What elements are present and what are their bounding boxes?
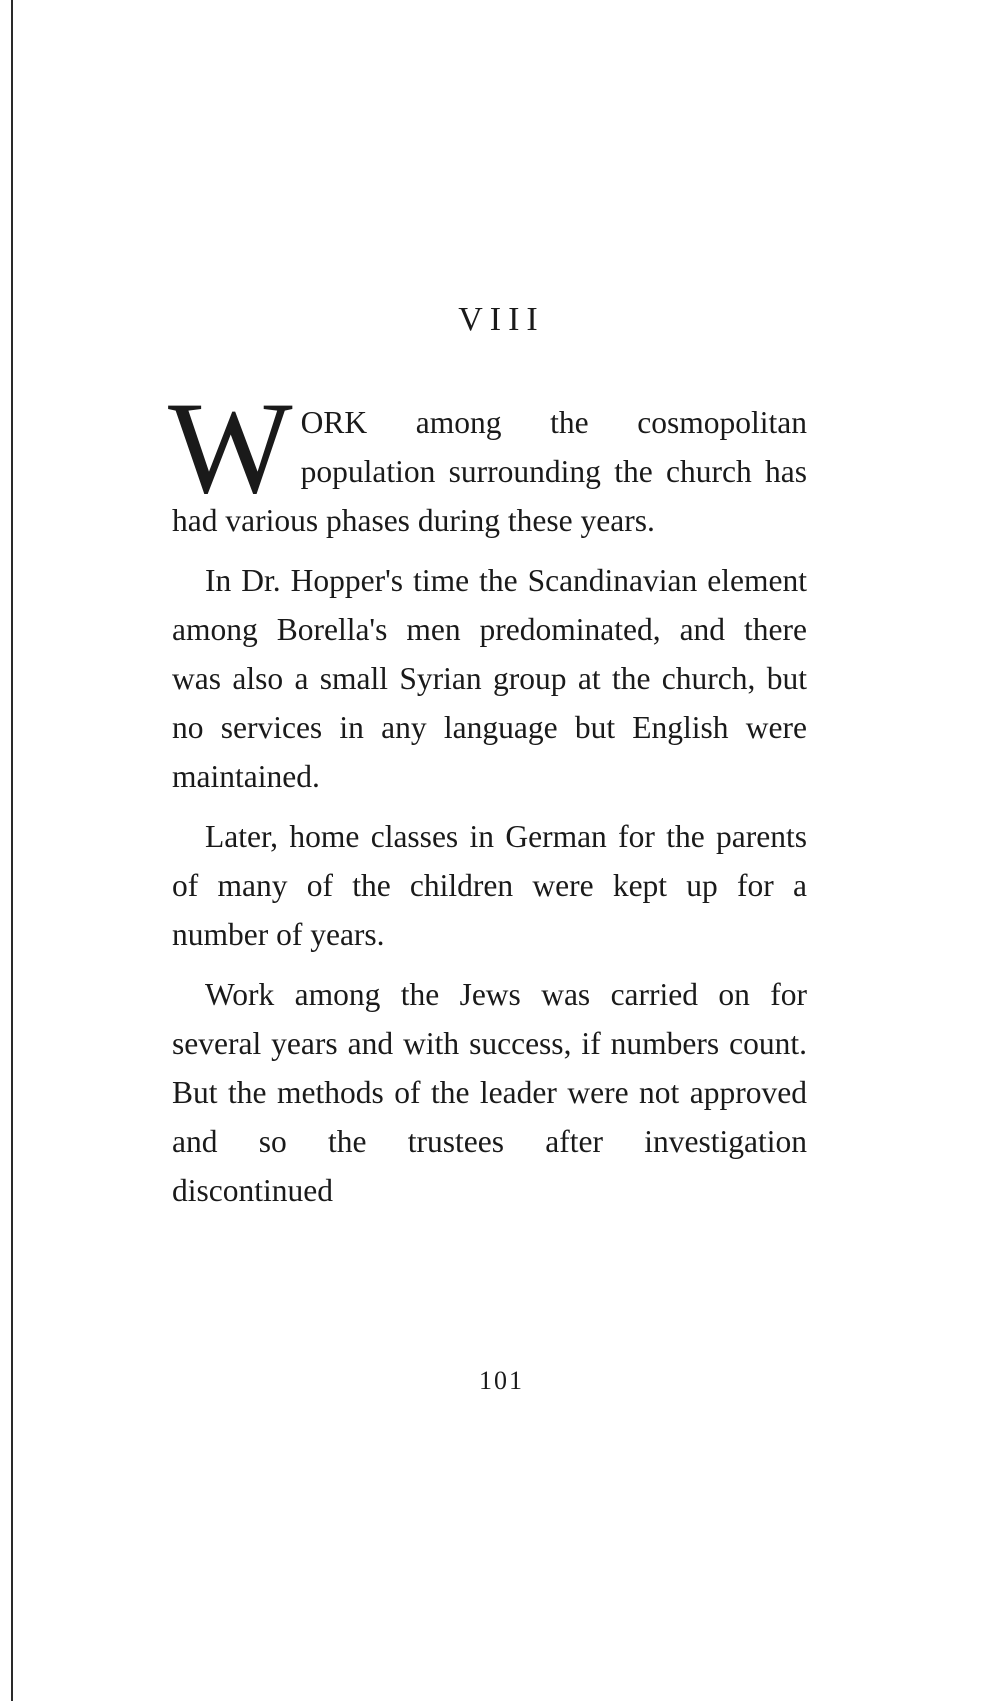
page-number: 101: [479, 1366, 524, 1395]
page-body: [168, 374, 807, 1226]
paragraph-1-text: ORK among the cosmopolitan population surrounding the church has had various phases during these years.: [172, 405, 807, 538]
paragraph-1: [168, 374, 807, 545]
drop-cap: W: [168, 374, 293, 521]
paragraph-2: In Dr. Hopper's time the Scandinavian element among Borella's men predominated, and there was also a small Syrian group at the church, but no services in any language but English were maintained.: [172, 563, 807, 794]
paragraph-3: Later, home classes in German for the parents of many of the children were kept up for a number of years.: [172, 819, 807, 952]
page-edge-line: [11, 0, 13, 1701]
paragraph-4: Work among the Jews was carried on for several years and with success, if numbers count. But the methods of the leader were not approved and so the trustees after investigation discontinued: [172, 977, 807, 1208]
chapter-heading: VIII: [458, 301, 545, 338]
